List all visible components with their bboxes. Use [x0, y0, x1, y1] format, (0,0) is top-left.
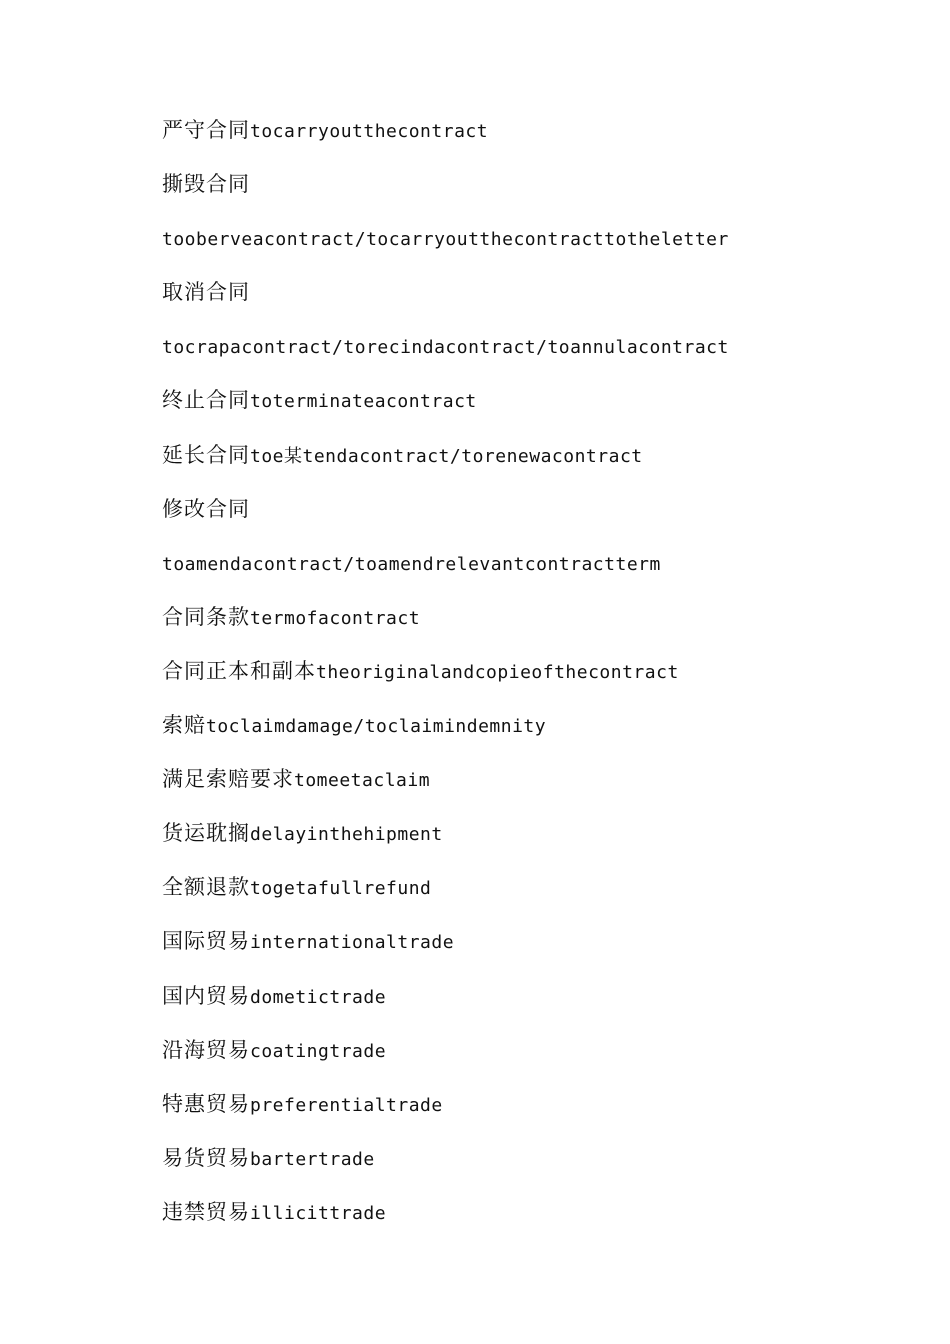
glossary-line [162, 265, 882, 319]
term-english: illicittrade [250, 1202, 387, 1224]
term-chinese: 国内贸易 [162, 983, 250, 1008]
term-english: toe某tendacontract/torenewacontract [250, 445, 643, 467]
glossary-line [162, 1077, 882, 1131]
term-chinese: 修改合同 [162, 496, 250, 521]
term-chinese: 终止合同 [162, 388, 250, 413]
term-chinese: 国际贸易 [162, 929, 250, 954]
term-chinese: 延长合同 [162, 442, 250, 467]
glossary-line [162, 428, 882, 482]
glossary-line [162, 373, 882, 427]
glossary-line [162, 536, 882, 590]
glossary-line [162, 482, 882, 536]
glossary-list [162, 103, 882, 1239]
glossary-line [162, 969, 882, 1023]
glossary-line [162, 752, 882, 806]
term-english: toclaimdamage/toclaimindemnity [206, 716, 547, 738]
term-english: theoriginalandcopieofthecontract [316, 661, 679, 683]
term-chinese: 满足索赔要求 [162, 767, 294, 792]
term-chinese: 全额退款 [162, 875, 250, 900]
term-english: togetafullrefund [250, 878, 432, 900]
glossary-line [162, 211, 882, 265]
term-english: toterminateacontract [250, 391, 477, 413]
term-chinese: 合同条款 [162, 604, 250, 629]
term-english: termofacontract [250, 607, 421, 629]
term-english: tomeetaclaim [294, 770, 431, 792]
term-english: delayinthehipment [250, 824, 443, 846]
term-english: tocrapacontract/torecindacontract/toannulacontract [162, 337, 729, 359]
term-chinese: 严守合同 [162, 118, 250, 142]
glossary-line [162, 319, 882, 373]
glossary-line [162, 590, 882, 644]
glossary-line [162, 1131, 882, 1185]
term-english: tocarryoutthecontract [250, 121, 489, 142]
glossary-line [162, 103, 882, 157]
term-english: coatingtrade [250, 1040, 387, 1062]
glossary-line [162, 1185, 882, 1239]
term-chinese: 特惠贸易 [162, 1091, 250, 1116]
term-chinese: 易货贸易 [162, 1145, 250, 1170]
term-chinese: 取消合同 [162, 280, 250, 305]
glossary-line [162, 157, 882, 211]
term-english: toamendacontract/toamendrelevantcontractterm [162, 553, 661, 575]
term-chinese: 货运耽搁 [162, 821, 250, 846]
glossary-line [162, 1023, 882, 1077]
term-chinese: 撕毁合同 [162, 172, 250, 197]
glossary-line [162, 806, 882, 860]
term-chinese: 违禁贸易 [162, 1199, 250, 1224]
glossary-line [162, 914, 882, 968]
term-chinese: 索赔 [162, 713, 206, 738]
glossary-line [162, 698, 882, 752]
term-english: internationaltrade [250, 932, 455, 954]
glossary-line [162, 644, 882, 698]
glossary-line [162, 860, 882, 914]
term-chinese: 合同正本和副本 [162, 658, 316, 683]
term-english: preferentialtrade [250, 1094, 443, 1116]
term-english: tooberveacontract/tocarryoutthecontracttotheletter [162, 229, 729, 251]
term-chinese: 沿海贸易 [162, 1037, 250, 1062]
term-english: dometictrade [250, 986, 387, 1008]
term-english: bartertrade [250, 1148, 375, 1170]
